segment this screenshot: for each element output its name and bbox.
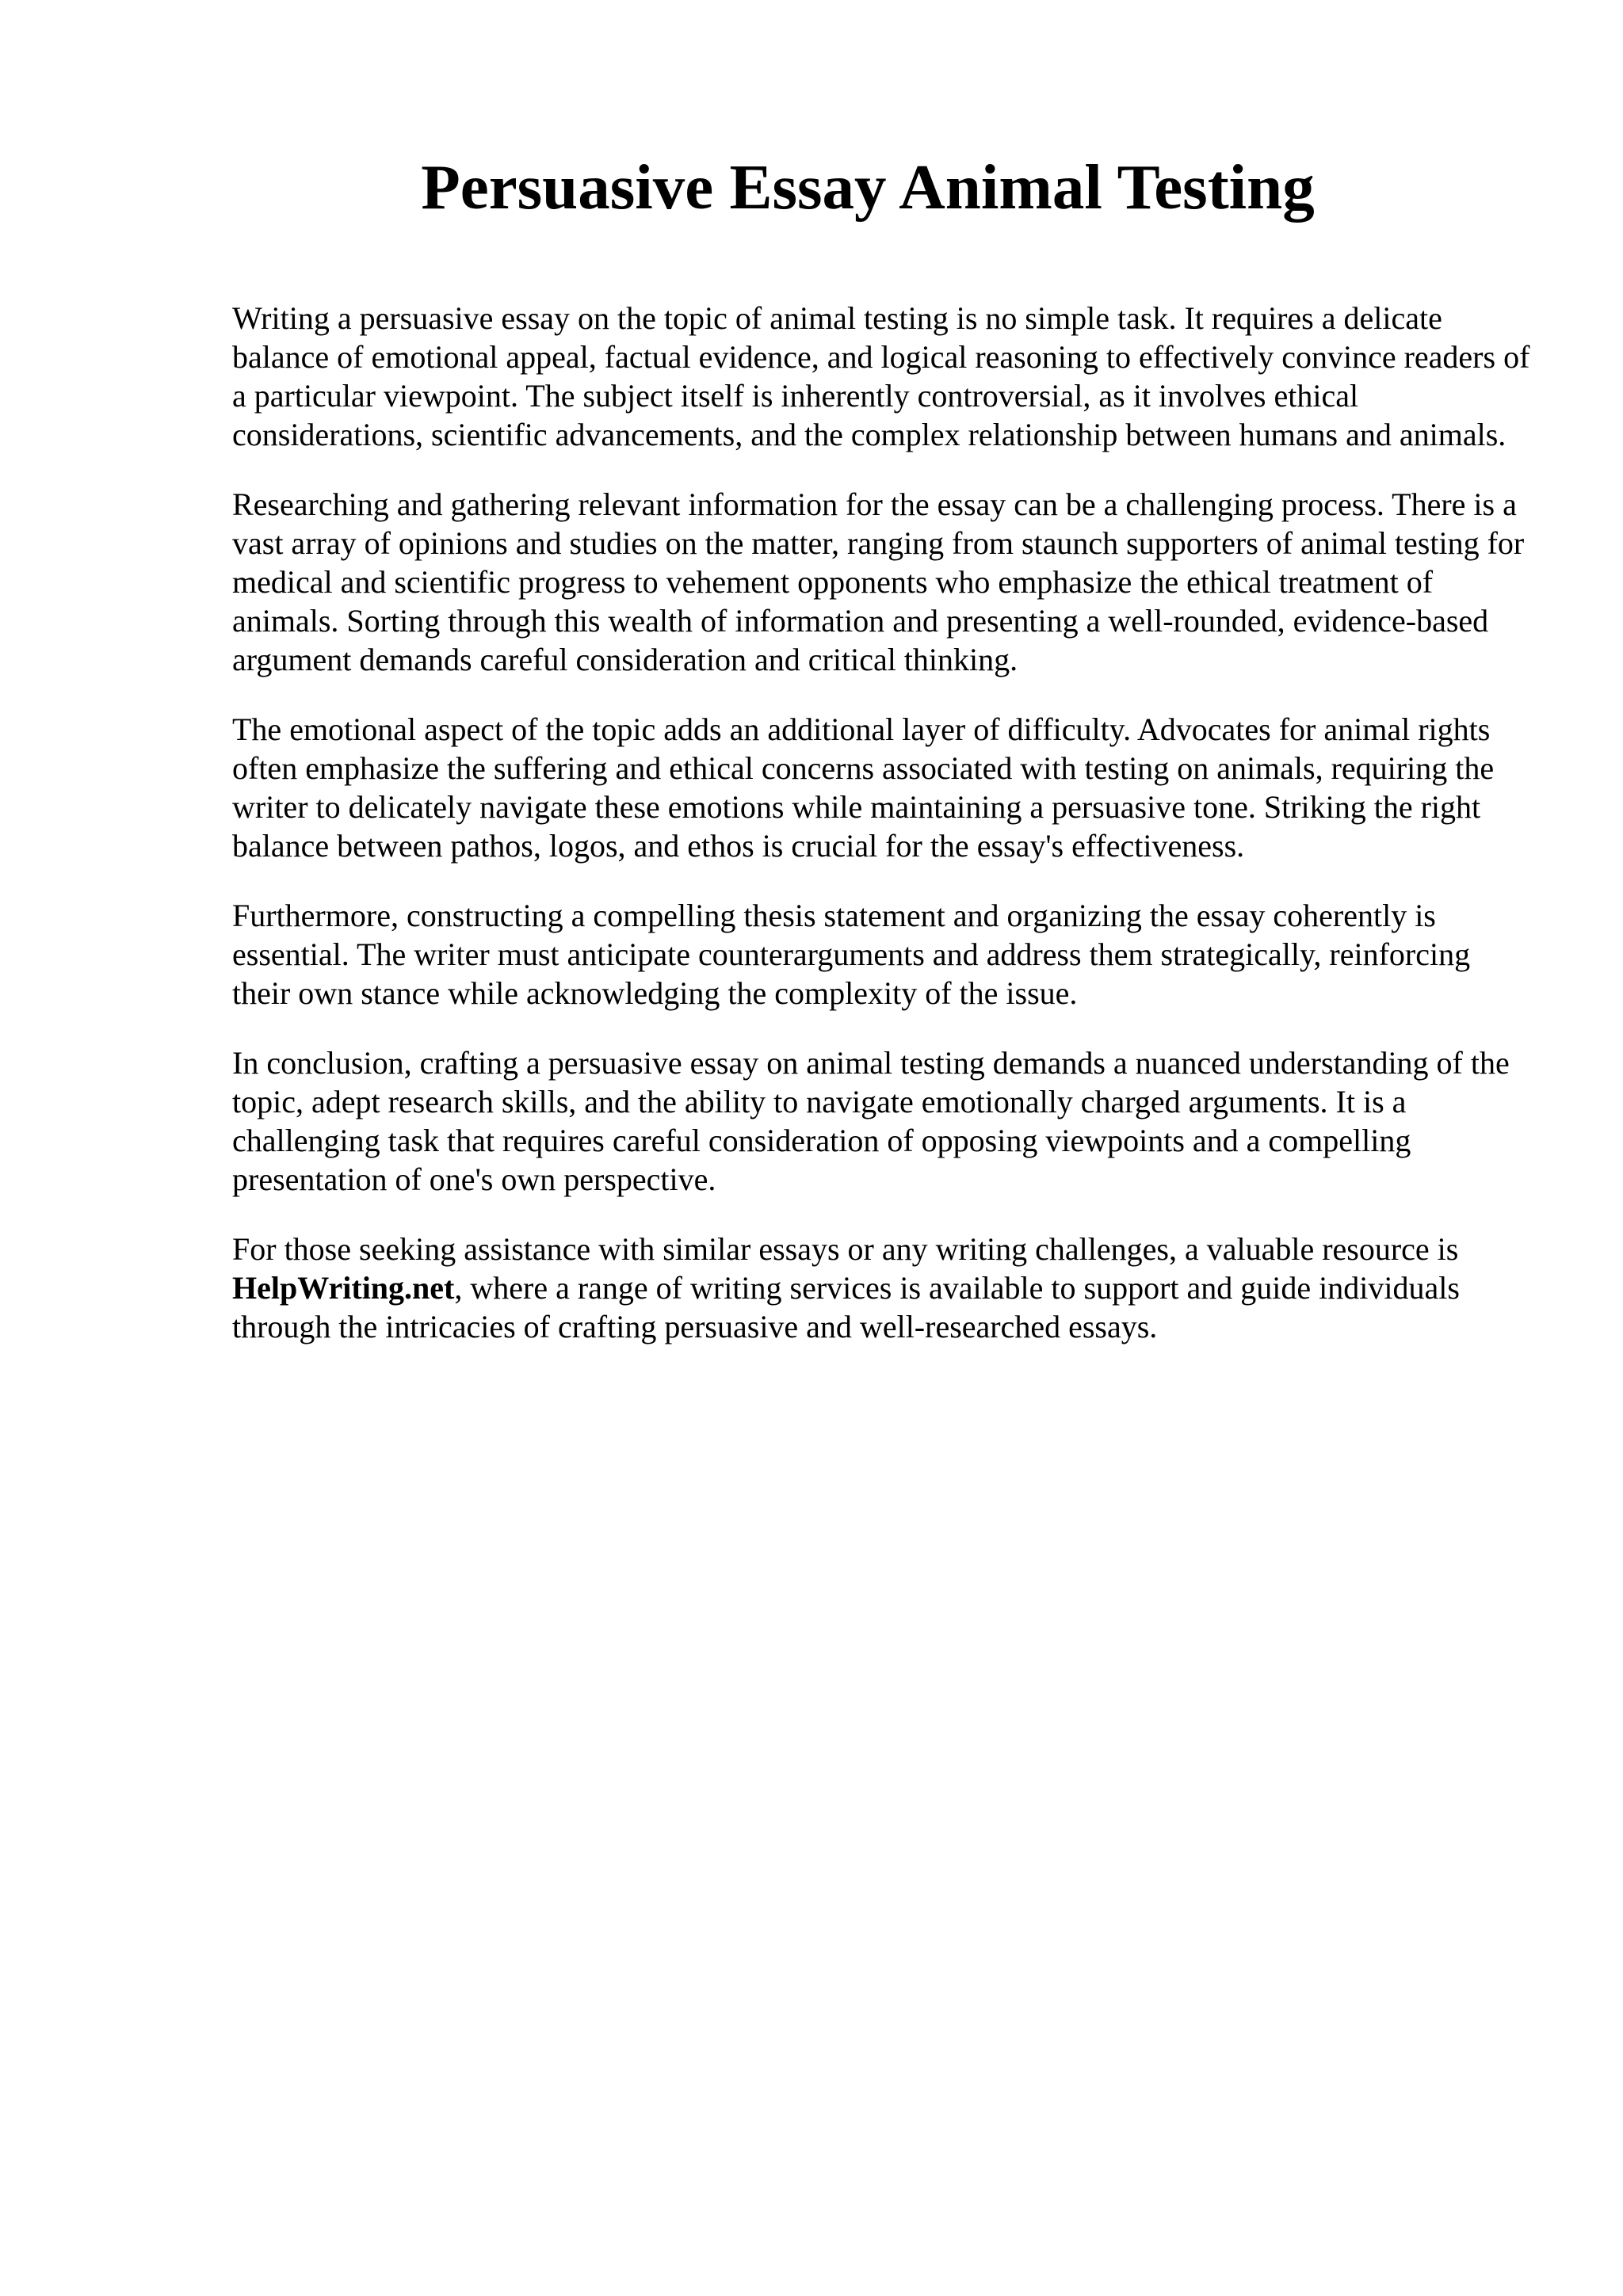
resource-brand-name: HelpWriting.net bbox=[232, 1270, 455, 1306]
paragraph-introduction: Writing a persuasive essay on the topic of animal testing is no simple task. It requires a delicate balance of emotional appeal, factual evidence, and logical reasoning to effectively convince readers of a particular viewpoint. The subject itself is inherently controversial, as it involves ethical considerations, scientific advancements, and the complex relationship between humans and animals. bbox=[232, 300, 1530, 452]
paragraph-thesis-structure: Furthermore, constructing a compelling thesis statement and organizing the essay coherently is essential. The writer must anticipate counterarguments and address them strategically, reinforcing their own stance while acknowledging the complexity of the issue. bbox=[232, 898, 1471, 1011]
paragraph-research: Researching and gathering relevant information for the essay can be a challenging process. There is a vast array of opinions and studies on the matter, ranging from staunch supporters of animal testing for medical and scientific progress to vehement opponents who emphasize the ethical treatment of animals. Sorting through this wealth of information and presenting a well-rounded, evidence-based argument demands careful consideration and critical thinking. bbox=[232, 486, 1525, 677]
paragraph-emotional-aspect: The emotional aspect of the topic adds an additional layer of difficulty. Advocates for animal rights often emphasize the suffering and ethical concerns associated with testing on animals, requiring the writer to delicately navigate these emotions while maintaining a persuasive tone. Striking the right balance between pathos, logos, and ethos is crucial for the essay's effectiveness. bbox=[232, 711, 1495, 864]
paragraph-conclusion: In conclusion, crafting a persuasive essay on animal testing demands a nuanced understanding of the topic, adept research skills, and the ability to navigate emotionally charged arguments. It is a challenging task that requires careful consideration of opposing viewpoints and a compelling presentation of one's own perspective. bbox=[232, 1045, 1510, 1197]
resource-tail-text: , where a range of writing services is available to support and guide individuals through the intricacies of crafting persuasive and well-researched essays. bbox=[232, 1270, 1460, 1344]
resource-lead-text: For those seeking assistance with similar essays or any writing challenges, a valuable resource is bbox=[232, 1231, 1459, 1267]
page-title: Persuasive Essay Animal Testing bbox=[421, 151, 1315, 223]
essay-body bbox=[232, 299, 1532, 1377]
paragraph-resource bbox=[232, 1230, 1532, 1346]
